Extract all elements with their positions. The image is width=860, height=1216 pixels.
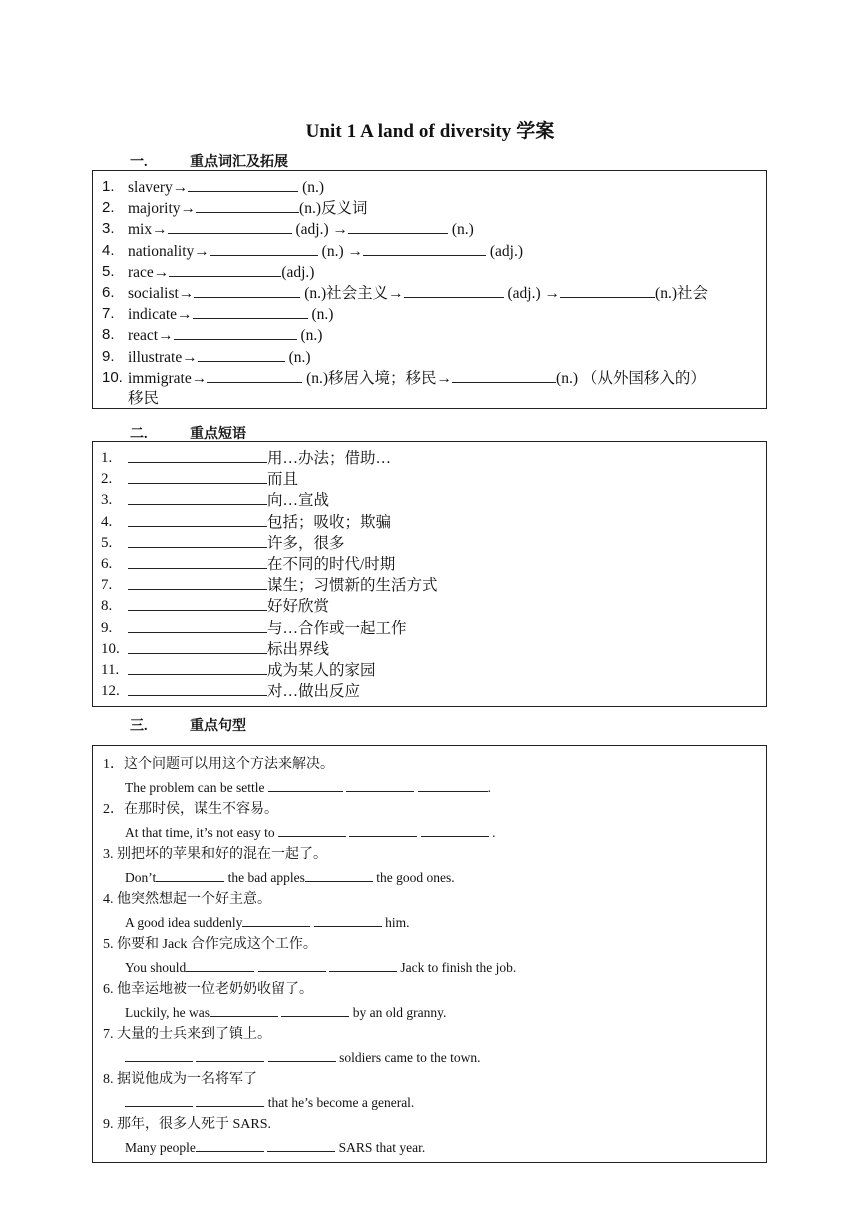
answer-blank[interactable] (156, 867, 224, 882)
vocabulary-list (93, 177, 766, 389)
phrase-meaning: 谋生；习惯新的生活方式 (267, 577, 438, 595)
text-fragment: slavery→ (128, 179, 189, 196)
item-number: 2. (102, 199, 115, 217)
text-fragment: Don’t (125, 869, 157, 885)
item-number: 12. (101, 683, 120, 700)
item-number: 9. (101, 619, 113, 636)
sentence-chinese: 4. 他突然想起一个好主意。 (103, 892, 271, 907)
text-fragment: . (488, 824, 496, 840)
answer-blank[interactable] (198, 347, 285, 362)
text-fragment: the good ones. (372, 869, 455, 885)
text-fragment: that he’s become a general. (264, 1094, 415, 1110)
phrase-meaning: 标出界线 (267, 640, 330, 658)
sentence-english (93, 822, 766, 845)
phrase-item (93, 618, 766, 639)
answer-blank[interactable] (349, 822, 417, 837)
phrase-meaning: 向…宣战 (267, 492, 330, 510)
answer-blank[interactable] (329, 957, 397, 972)
text-fragment: race→ (128, 263, 170, 281)
item-number: 2. (101, 471, 113, 488)
item-number: 4. (102, 241, 115, 259)
answer-blank[interactable] (193, 304, 308, 319)
text-fragment: by an old granny. (349, 1004, 447, 1020)
sentence-english (93, 957, 766, 980)
section-title: 重点词汇及拓展 (190, 155, 288, 170)
answer-blank[interactable] (168, 219, 292, 234)
answer-blank[interactable] (314, 912, 382, 927)
item-number: 10. (101, 640, 120, 657)
text-fragment: nationality→ (128, 242, 210, 260)
answer-blank[interactable] (128, 490, 267, 505)
sentence-english (93, 1047, 766, 1070)
answer-blank[interactable] (560, 283, 655, 298)
phrase-meaning: 好好欣赏 (267, 598, 330, 616)
phrase-meaning: 对…做出反应 (267, 683, 361, 701)
answer-blank[interactable] (418, 777, 488, 792)
text-fragment: (n.)社会主义→ (300, 285, 404, 303)
text-fragment: him. (381, 914, 410, 930)
text-fragment: At that time, it’s not easy to (125, 824, 278, 840)
phrase-meaning: 在不同的时代/时期 (267, 556, 396, 574)
phrase-item (93, 575, 766, 596)
phrase-item (93, 448, 766, 469)
vocab-item (93, 177, 766, 198)
sentence-list (93, 754, 766, 1159)
answer-blank[interactable] (363, 241, 486, 256)
phrase-meaning: 包括；吸收；欺骗 (267, 513, 392, 531)
phrase-item (93, 596, 766, 617)
sentence-chinese: 7. 大量的士兵来到了镇上。 (103, 1027, 271, 1042)
phrase-item (93, 554, 766, 575)
section-title: 重点句型 (190, 719, 246, 734)
item-number: 11. (101, 662, 120, 679)
answer-blank[interactable] (305, 867, 373, 882)
answer-blank[interactable] (258, 957, 326, 972)
item-number: 5. (101, 534, 113, 551)
answer-blank[interactable] (268, 777, 343, 792)
vocab-item (93, 241, 766, 262)
sentence-english (93, 1002, 766, 1025)
answer-blank[interactable] (281, 1002, 349, 1017)
text-fragment: The problem can be settle (125, 779, 268, 795)
text-fragment: (n.) （从外国移入的） (556, 369, 706, 387)
item-number: 9. (102, 347, 115, 365)
section-heading-phrases (130, 423, 246, 443)
text-fragment: (n.)反义词 (299, 200, 368, 218)
answer-blank[interactable] (128, 660, 267, 675)
answer-blank[interactable] (125, 1092, 193, 1107)
answer-blank[interactable] (196, 1047, 264, 1062)
item-number: 7. (102, 305, 115, 323)
sentence-english (93, 867, 766, 890)
item-number: 1. (101, 450, 113, 466)
phrases-box (92, 441, 767, 707)
text-fragment: (n.)社会 (655, 285, 708, 303)
text-fragment: mix→ (128, 221, 168, 239)
answer-blank[interactable] (207, 368, 302, 383)
sentence-english (93, 912, 766, 935)
item-number: 6. (101, 556, 113, 573)
text-fragment: illustrate→ (128, 348, 198, 366)
text-fragment: (adj.) → (503, 285, 561, 303)
answer-blank[interactable] (267, 1137, 335, 1152)
answer-blank[interactable] (421, 822, 489, 837)
text-fragment: (adj.) (486, 242, 524, 260)
item-number: 7. (101, 577, 113, 594)
sentence-chinese: 1．这个问题可以用这个方法来解决。 (103, 757, 334, 772)
vocab-item (93, 198, 766, 219)
answer-blank[interactable] (196, 1092, 264, 1107)
answer-blank[interactable] (128, 512, 267, 527)
vocab-item (93, 347, 766, 368)
phrase-meaning: 而且 (267, 471, 299, 489)
phrase-meaning: 许多，很多 (267, 534, 345, 552)
answer-blank[interactable] (128, 469, 267, 484)
vocab-item (93, 283, 766, 304)
phrase-item (93, 512, 766, 533)
text-fragment: (n.) (307, 306, 334, 324)
text-fragment: indicate→ (128, 306, 193, 324)
text-fragment: A good idea suddenly (125, 914, 243, 930)
text-fragment: (adj.) → (291, 221, 349, 239)
text-fragment: Many people (125, 1139, 196, 1155)
item-number: 10. (102, 368, 123, 386)
answer-blank[interactable] (128, 554, 267, 569)
text-fragment: (n.) → (317, 242, 363, 260)
text-fragment: react→ (128, 327, 174, 345)
answer-blank[interactable] (404, 283, 504, 298)
text-fragment: (n.)移居入境；移民→ (302, 369, 453, 387)
text-fragment: Jack to finish the job. (397, 959, 517, 975)
vocab-item (93, 219, 766, 240)
phrase-meaning: 与…合作或一起工作 (267, 619, 407, 637)
section-number: 二. (130, 427, 148, 442)
sentence-english (93, 777, 766, 800)
phrase-item (93, 681, 766, 702)
answer-blank[interactable] (128, 639, 267, 654)
text-fragment: socialist→ (128, 285, 195, 303)
answer-blank[interactable] (186, 957, 254, 972)
answer-blank[interactable] (210, 241, 318, 256)
answer-blank[interactable] (348, 219, 448, 234)
text-fragment: soldiers came to the town. (335, 1049, 481, 1065)
answer-blank[interactable] (128, 448, 267, 463)
answer-blank[interactable] (242, 912, 310, 927)
phrase-item (93, 660, 766, 681)
section-heading-sentences (130, 715, 246, 735)
phrase-meaning: 成为某人的家园 (267, 662, 376, 680)
answer-blank[interactable] (169, 262, 281, 277)
answer-blank[interactable] (128, 575, 267, 590)
answer-blank[interactable] (128, 681, 267, 696)
answer-blank[interactable] (196, 1137, 264, 1152)
vocab-item (93, 304, 766, 325)
text-fragment: (n.) (284, 348, 311, 366)
sentence-english (93, 1137, 766, 1160)
text-fragment: (n.) (448, 221, 474, 239)
answer-blank[interactable] (210, 1002, 278, 1017)
phrase-item (93, 469, 766, 490)
vocab-item (93, 262, 766, 283)
sentence-english (93, 1092, 766, 1115)
section-number: 一. (130, 155, 148, 170)
sentence-chinese: 6. 他幸运地被一位老奶奶收留了。 (103, 982, 313, 997)
sentence-chinese: 9. 那年，很多人死于 SARS. (103, 1117, 272, 1132)
sentence-chinese: 3. 别把坏的苹果和好的混在一起了。 (103, 847, 327, 862)
page-title: Unit 1 A land of diversity 学案 (305, 121, 555, 142)
item-number: 8. (101, 598, 113, 615)
text-fragment: the bad apples (224, 869, 305, 885)
answer-blank[interactable] (346, 777, 414, 792)
vocab-item (93, 368, 766, 389)
text-fragment: (adj.) (281, 263, 315, 281)
text-fragment: . (487, 779, 491, 795)
text-fragment: Luckily, he was (125, 1004, 210, 1020)
text-fragment: (n.) (298, 179, 325, 196)
item-number: 3. (102, 220, 115, 238)
answer-blank[interactable] (128, 596, 267, 611)
answer-blank[interactable] (128, 618, 267, 633)
text-fragment: majority→ (128, 200, 197, 218)
item-number: 3. (101, 492, 113, 509)
section-heading-vocabulary (130, 151, 288, 171)
answer-blank[interactable] (452, 368, 556, 383)
phrase-item (93, 490, 766, 511)
item-number: 6. (102, 284, 115, 302)
answer-blank[interactable] (128, 533, 267, 548)
text-fragment: (n.) (296, 327, 323, 345)
item-number: 1. (102, 178, 115, 195)
answer-blank[interactable] (278, 822, 346, 837)
answer-blank[interactable] (125, 1047, 193, 1062)
vocab-item (93, 325, 766, 346)
sentence-chinese: 2．在那时侯，谋生不容易。 (103, 802, 278, 817)
answer-blank[interactable] (194, 283, 300, 298)
sentence-chinese: 8. 据说他成为一名将军了 (103, 1072, 257, 1087)
sentences-box (92, 745, 767, 1163)
item-number: 8. (102, 326, 115, 344)
text-fragment: You should (125, 959, 187, 975)
phrase-item (93, 639, 766, 660)
section-title: 重点短语 (190, 427, 246, 442)
sentence-chinese: 5. 你要和 Jack 合作完成这个工作。 (103, 937, 317, 952)
text-fragment: SARS that year. (335, 1139, 426, 1155)
answer-blank[interactable] (196, 198, 299, 213)
answer-blank[interactable] (174, 325, 297, 340)
phrase-meaning: 用…办法；借助… (267, 450, 392, 467)
text-fragment: immigrate→ (128, 369, 208, 387)
phrase-item (93, 533, 766, 554)
answer-blank[interactable] (268, 1047, 336, 1062)
section-number: 三. (130, 719, 148, 734)
phrase-list (93, 448, 766, 702)
answer-blank[interactable] (188, 177, 298, 192)
item-number: 4. (101, 513, 113, 530)
vocabulary-continuation: 移民 (128, 390, 160, 408)
item-number: 5. (102, 262, 115, 280)
vocabulary-box (92, 170, 767, 409)
